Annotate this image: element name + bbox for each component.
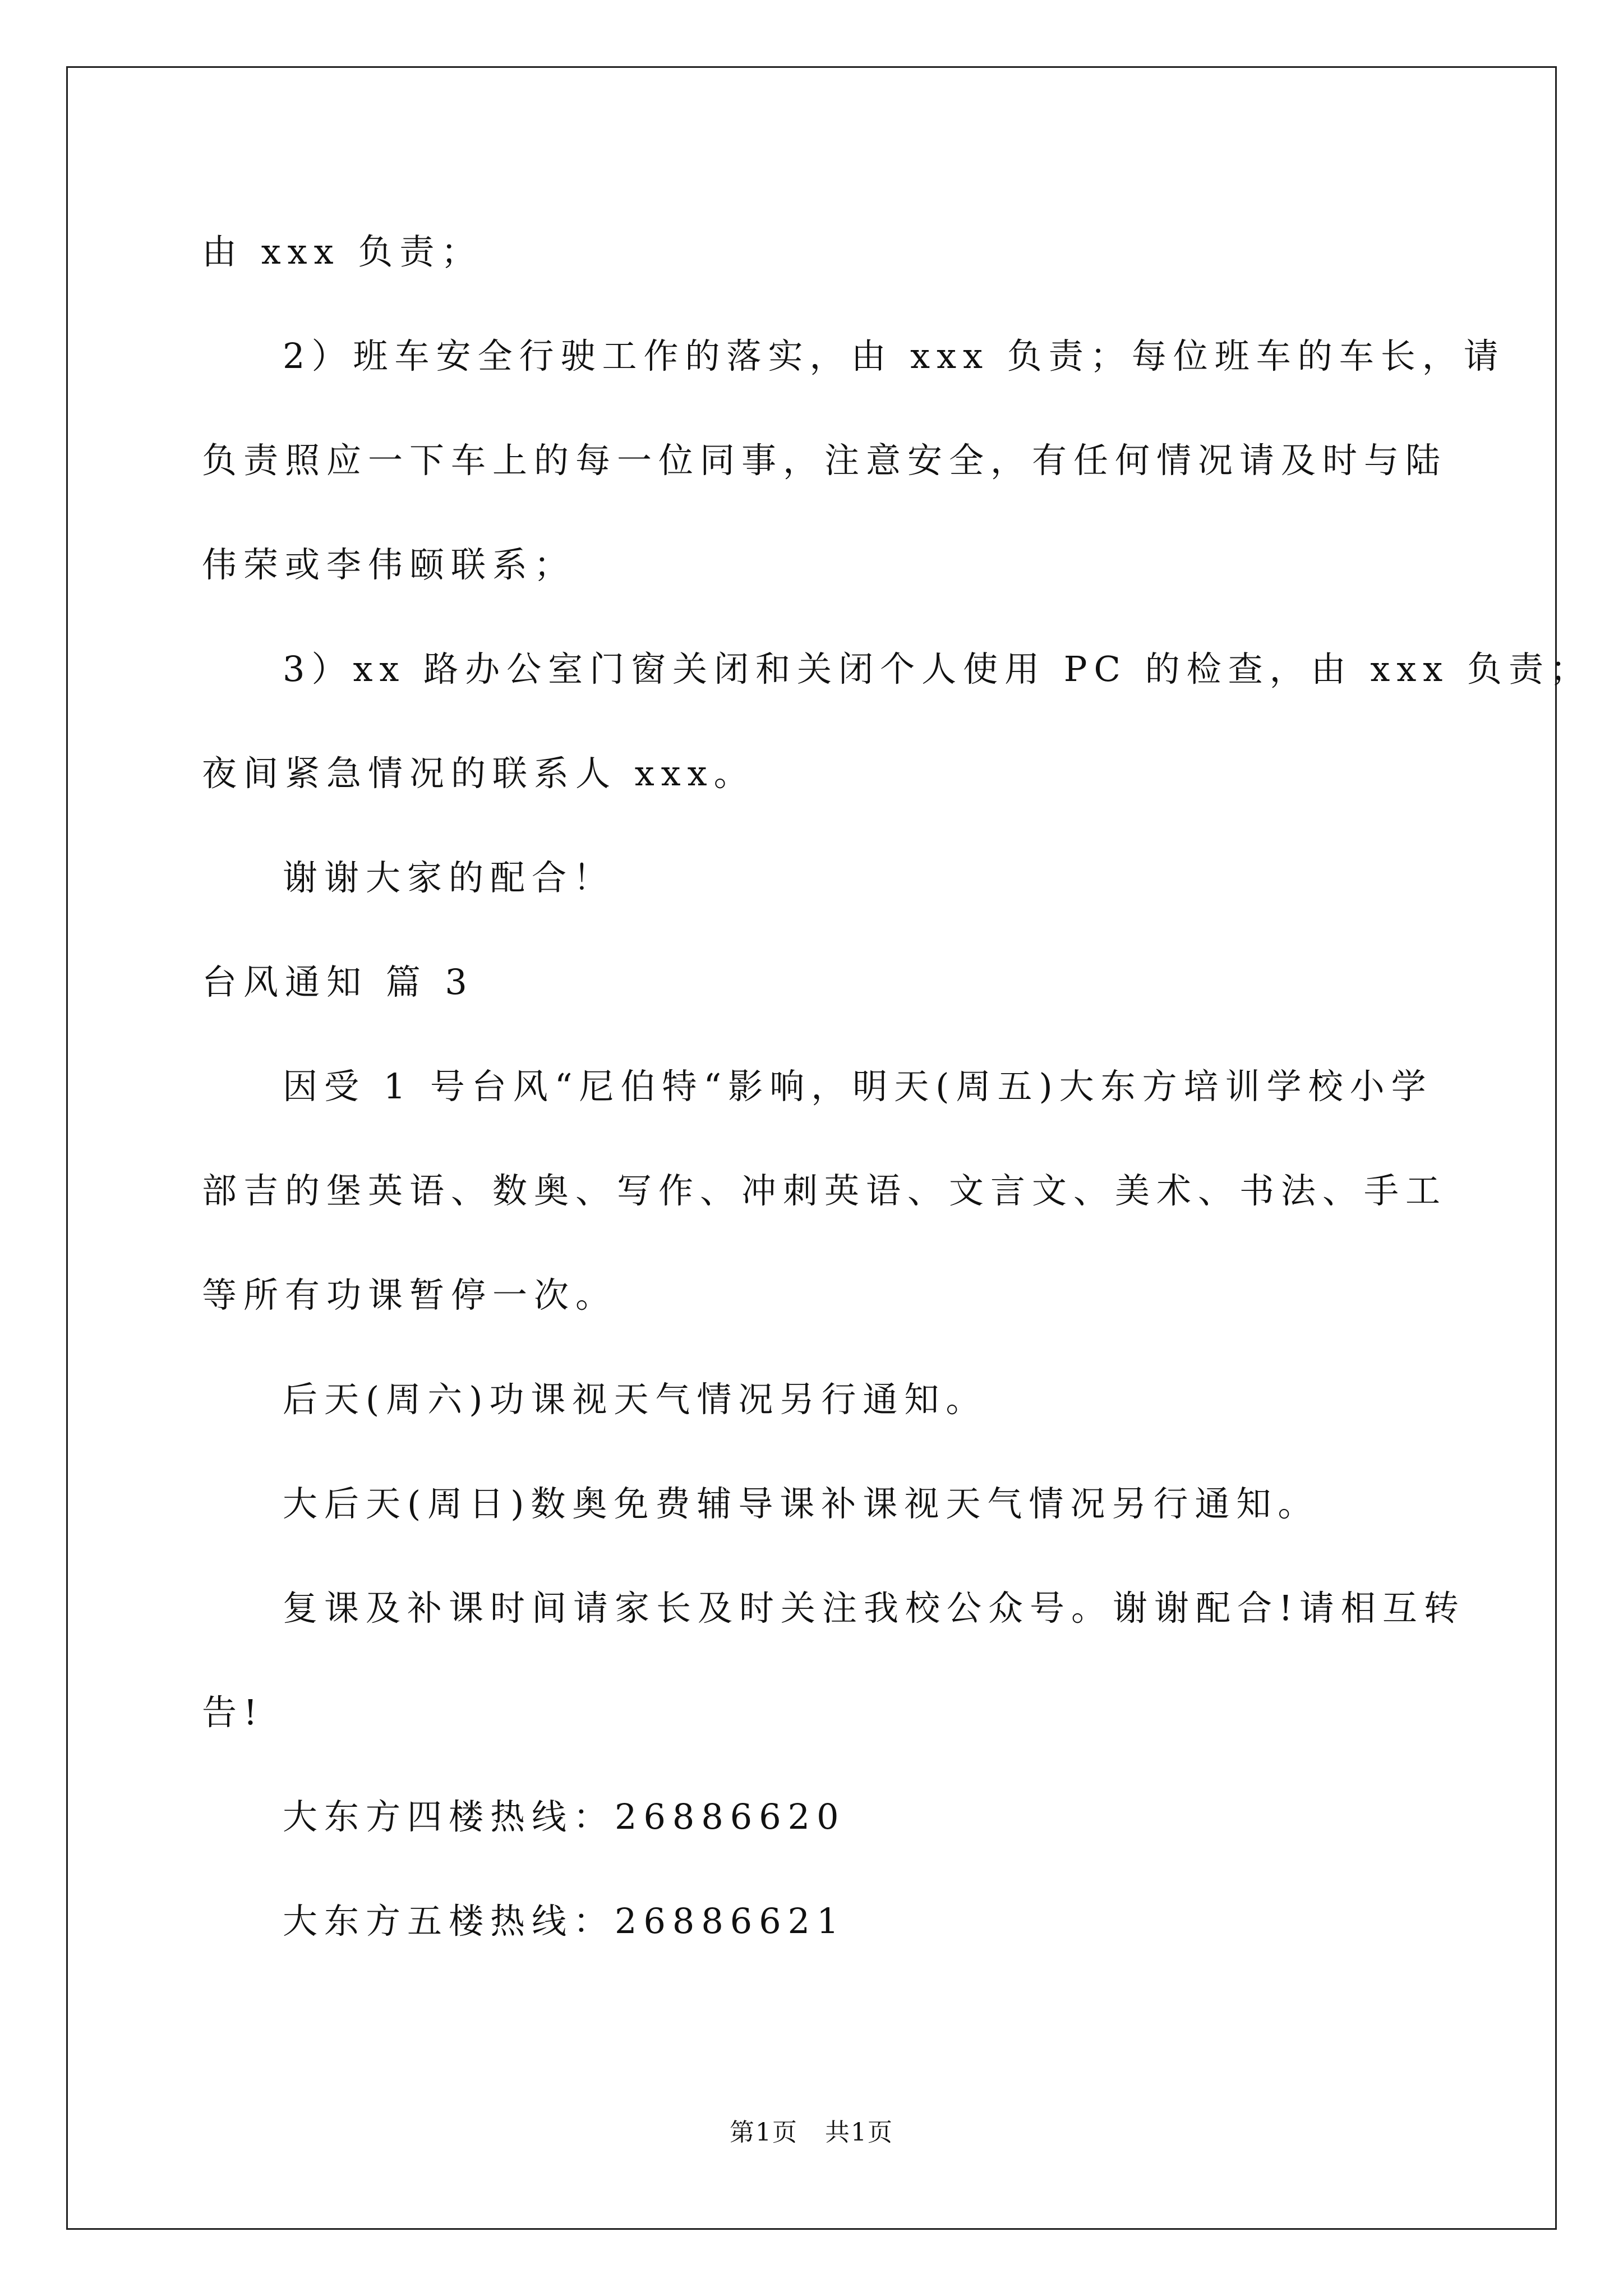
- text-line: 由 xxx 负责；: [202, 231, 483, 272]
- sunday-notice: 大后天(周日)数奥免费辅导课补课视天气情况另行通知。: [283, 1483, 1320, 1524]
- page-footer: 第1页 共1页: [730, 2118, 893, 2147]
- text-line: 等所有功课暂停一次。: [202, 1274, 617, 1315]
- text-line: 告!: [202, 1692, 264, 1733]
- saturday-notice: 后天(周六)功课视天气情况另行通知。: [283, 1379, 988, 1420]
- paragraph-item-3: 3）xx 路办公室门窗关闭和关闭个人使用 PC 的检查，由 xxx 负责；: [283, 648, 1592, 689]
- paragraph-item-2: 2）班车安全行驶工作的落实，由 xxx 负责；每位班车的车长，请: [283, 335, 1505, 376]
- text-line: 夜间紧急情况的联系人 xxx。: [202, 753, 755, 794]
- text-line: 部吉的堡英语、数奥、写作、冲刺英语、文言文、美术、书法、手工: [202, 1170, 1447, 1211]
- text-line: 负责照应一下车上的每一位同事，注意安全，有任何情况请及时与陆: [202, 440, 1447, 481]
- section-heading: 台风通知 篇 3: [202, 961, 474, 1002]
- text-line: 伟荣或李伟颐联系；: [202, 544, 576, 585]
- hotline-5f: 大东方五楼热线：26886621: [283, 1901, 846, 1941]
- resume-notice: 复课及补课时间请家长及时关注我校公众号。谢谢配合!请相互转: [283, 1588, 1465, 1628]
- notice-paragraph: 因受 1 号台风“尼伯特“影响，明天(周五)大东方培训学校小学: [283, 1066, 1433, 1107]
- hotline-4f: 大东方四楼热线：26886620: [283, 1796, 846, 1837]
- thanks-line: 谢谢大家的配合！: [283, 857, 615, 898]
